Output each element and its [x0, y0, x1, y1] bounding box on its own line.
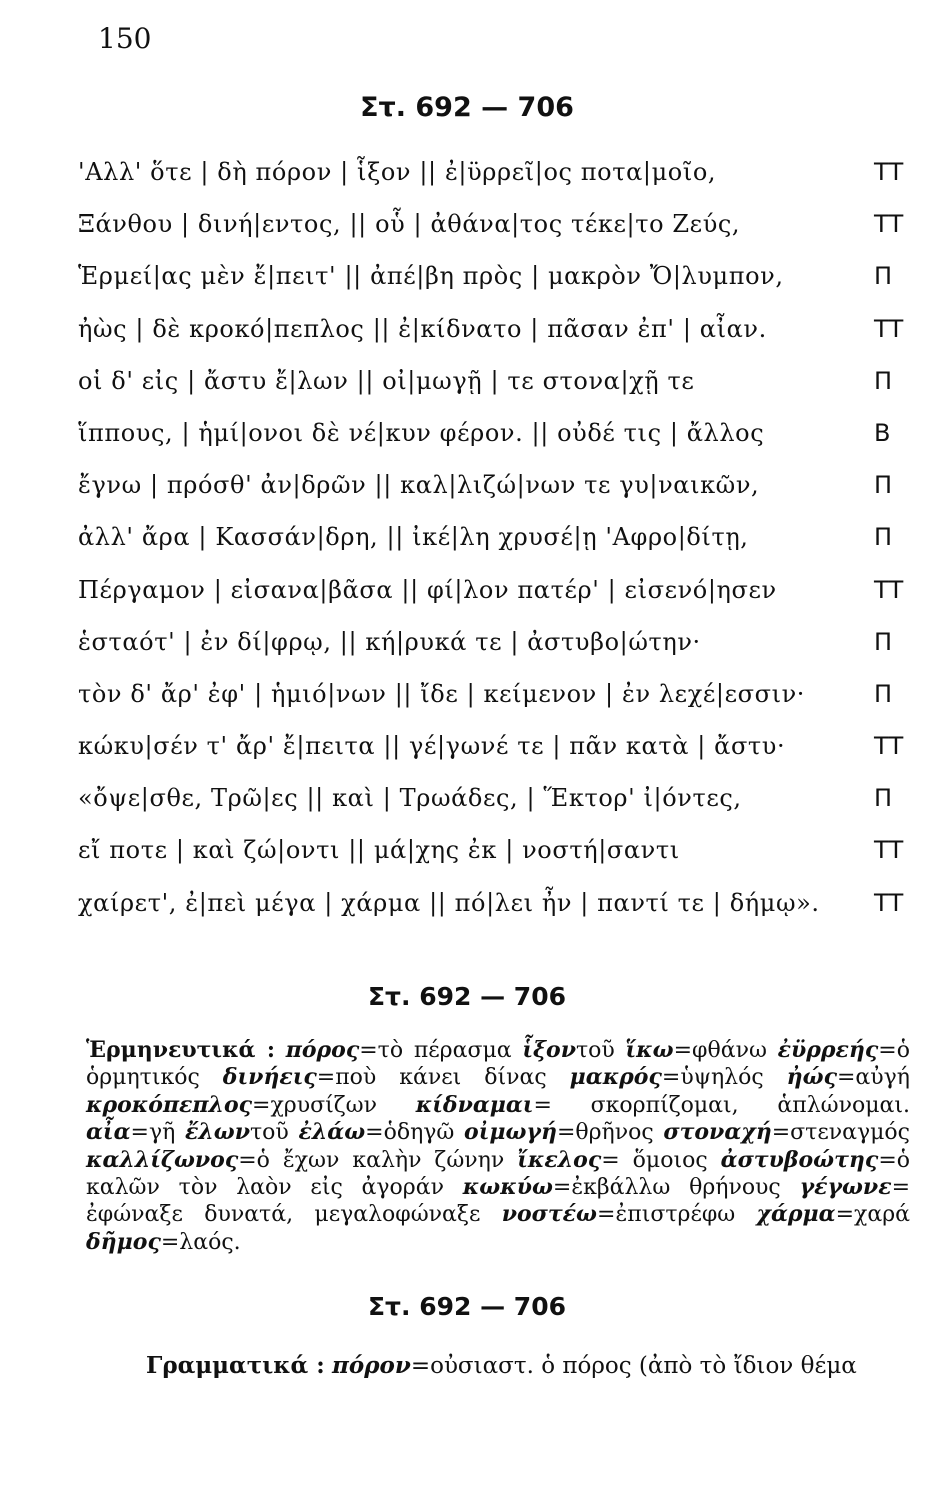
- glossary-paragraph: [86, 1037, 910, 1256]
- grammar-label: Γραμματικά :: [146, 1352, 325, 1379]
- glossary-definition: τοῦ: [249, 1120, 289, 1146]
- verses-heading: Στ. 692 — 706: [360, 92, 574, 123]
- glossary-term: οἰμωγή: [464, 1119, 557, 1146]
- verse-text: Πέργαμον | εἰσανα|βᾶσα || φί|λον πατέρ' | εἰσενό|ησεν: [78, 575, 777, 604]
- verse-text: οἱ δ' εἰς | ἄστυ ἔ|λων || οἰ|μωγῇ | τε στονα|χῇ τε: [78, 366, 695, 395]
- glossary-definition: =στεναγμός: [771, 1120, 910, 1146]
- verse-text: ἵππους, | ἡμί|ονοι δὲ νέ|κυν φέρον. || οὐδέ τις | ἄλλος: [78, 418, 765, 447]
- glossary-entries: [86, 1038, 910, 1255]
- glossary-definition: τοῦ: [576, 1038, 615, 1063]
- verse-line: [78, 570, 928, 622]
- glossary-term: στοναχή: [663, 1119, 772, 1146]
- verse-meter-mark: Π: [874, 679, 893, 708]
- verse-text: Ἑρμεί|ας μὲν ἔ|πειτ' || ἀπέ|βη πρὸς | μακρὸν Ὄ|λυμπον,: [78, 262, 784, 291]
- glossary-term: νοστέω: [501, 1201, 598, 1228]
- verse-text: ἑσταότ' | ἐν δί|φρῳ, || κή|ρυκά τε | ἀστυβο|ώτην·: [78, 627, 701, 656]
- glossary-definition: =ὑψηλός: [661, 1065, 764, 1091]
- page-number: 150: [98, 22, 152, 55]
- verse-meter-mark: ΤΤ: [874, 836, 904, 865]
- verse-line: [78, 517, 928, 569]
- glossary-definition: =χαρά: [835, 1202, 911, 1228]
- verse-text: 'Αλλ' ὅτε | δὴ πόρον | ἷξον || ἐ|ϋρρεῖ|ος ποτα|μοῖο,: [78, 158, 717, 186]
- glossary-term: μακρός: [569, 1064, 662, 1091]
- verse-text: τὸν δ' ἄρ' ἐφ' | ἡμιό|νων || ἴδε | κείμενον | ἐν λεχέ|εσσιν·: [78, 679, 806, 708]
- verse-meter-mark: ΤΤ: [874, 575, 904, 604]
- verse-meter-mark: ΤΤ: [874, 158, 904, 186]
- glossary-definition: =ὁ ὁρμητικός: [86, 1038, 910, 1091]
- verse-text: «ὄψε|σθε, Τρῶ|ες || καὶ | Τρωάδες, | Ἕκτορ' ἰ|όντες,: [78, 784, 742, 813]
- verse-line: [78, 204, 928, 256]
- verse-meter-mark: ΤΤ: [874, 314, 904, 343]
- glossary-term: ἴκελος: [517, 1146, 602, 1173]
- verse-line: [78, 674, 928, 726]
- glossary-definition: = ἐφώναξε δυνατά, μεγαλοφώναξε: [86, 1175, 911, 1228]
- glossary-term: ἐϋρρεής: [777, 1037, 879, 1063]
- verse-line: [78, 622, 928, 674]
- glossary-term: αἶα: [86, 1119, 131, 1146]
- grammar-paragraph: [146, 1352, 857, 1379]
- verse-line: [78, 726, 928, 778]
- verse-meter-mark: Π: [874, 366, 893, 395]
- verse-text: ἔγνω | πρόσθ' ἀν|δρῶν || καλ|λιζώ|νων τε γυ|ναικῶν,: [78, 471, 760, 500]
- verse-line: [78, 413, 928, 465]
- glossary-definition: =αὐγή: [836, 1065, 910, 1091]
- glossary-definition: =γῆ: [130, 1120, 176, 1146]
- verse-line: [78, 309, 928, 361]
- glossary-definition: =ἐπιστρέφω: [597, 1202, 736, 1228]
- glossary-term: ἀστυβοώτης: [720, 1146, 879, 1173]
- glossary-definition: =τὸ πέρασμα: [359, 1038, 512, 1063]
- glossary-term: δινήεις: [222, 1064, 317, 1091]
- glossary-definition: =ποὺ κάνει δίνας: [316, 1065, 547, 1091]
- glossary-term: γέγωνε: [799, 1174, 892, 1201]
- verse-text: Ξάνθου | δινή|εντος, || οὗ | ἀθάνα|τος τέκε|το Ζεύς,: [78, 210, 741, 239]
- verse-text: χαίρετ', ἐ|πεὶ μέγα | χάρμα || πό|λει ἦν | παντί τε | δήμῳ».: [78, 888, 820, 917]
- glossary-heading: Στ. 692 — 706: [367, 982, 566, 1011]
- glossary-term: χάρμα: [756, 1201, 836, 1228]
- glossary-term: δῆμος: [86, 1228, 161, 1255]
- verse-meter-mark: ΤΤ: [874, 210, 904, 239]
- grammar-text: =οὐσιαστ. ὁ πόρος (ἀπὸ τὸ ἴδιον θέμα: [410, 1353, 857, 1379]
- glossary-term: καλλίζωνος: [86, 1146, 239, 1173]
- verse-meter-mark: Π: [874, 262, 893, 291]
- glossary-definition: =ὁ ἔχων καλὴν ζώνην: [238, 1147, 505, 1173]
- grammar-heading: Στ. 692 — 706: [367, 1292, 566, 1321]
- glossary-term: πόρος: [285, 1037, 360, 1063]
- glossary-term: ἠώς: [786, 1064, 837, 1091]
- verse-meter-mark: Π: [874, 784, 893, 813]
- verse-line: [78, 465, 928, 517]
- glossary-term: ἵκω: [625, 1037, 674, 1063]
- glossary-definition: = ὅμοιος: [601, 1147, 708, 1173]
- glossary-definition: =ἐκβάλλω θρήνους: [552, 1175, 781, 1201]
- verse-line: [78, 361, 928, 413]
- verse-meter-mark: Β: [874, 418, 891, 447]
- verse-list: [78, 152, 928, 935]
- glossary-term: ἔλων: [184, 1119, 250, 1146]
- verse-meter-mark: Π: [874, 523, 893, 552]
- verse-line: [78, 830, 928, 882]
- glossary-label: Ἑρμηνευτικά :: [86, 1037, 276, 1063]
- glossary-definition: =φθάνω: [673, 1038, 767, 1063]
- glossary-definition: =θρῆνος: [556, 1120, 654, 1146]
- glossary-definition: =λαός.: [160, 1229, 241, 1255]
- glossary-term: ἐλάω: [298, 1119, 366, 1146]
- glossary-definition: =ὁδηγῶ: [365, 1120, 455, 1146]
- verse-text: κώκυ|σέν τ' ἄρ' ἔ|πειτα || γέ|γωνέ τε | πᾶν κατὰ | ἄστυ·: [78, 732, 786, 761]
- verse-meter-mark: Π: [874, 627, 893, 656]
- glossary-definition: = σκορπίζομαι, ἁπλώνομαι.: [533, 1092, 910, 1118]
- verse-text: εἴ ποτε | καὶ ζώ|οντι || μά|χης ἐκ | νοστή|σαντι: [78, 836, 680, 865]
- glossary-definition: =χρυσίζων: [252, 1092, 377, 1118]
- verse-meter-mark: ΤΤ: [874, 732, 904, 761]
- verse-text: ἀλλ' ἄρα | Κασσάν|δρη, || ἰκέ|λη χρυσέ|ῃ 'Αφρο|δίτῃ,: [78, 523, 749, 552]
- glossary-term: κροκόπεπλος: [86, 1091, 253, 1118]
- verse-line: [78, 883, 928, 935]
- glossary-definition: =ὁ καλῶν τὸν λαὸν εἰς ἀγοράν: [86, 1147, 910, 1201]
- verse-line: [78, 152, 928, 204]
- verse-line: [78, 256, 928, 308]
- glossary-term: ἷξον: [522, 1037, 576, 1063]
- verse-text: ἠὼς | δὲ κροκό|πεπλος || ἐ|κίδνατο | πᾶσαν ἐπ' | αἶαν.: [78, 314, 767, 343]
- glossary-term: κωκύω: [462, 1174, 553, 1201]
- verse-meter-mark: Π: [874, 471, 893, 500]
- verse-line: [78, 778, 928, 830]
- grammar-term: πόρον: [332, 1352, 411, 1379]
- glossary-term: κίδναμαι: [415, 1091, 534, 1118]
- verse-meter-mark: ΤΤ: [874, 888, 904, 917]
